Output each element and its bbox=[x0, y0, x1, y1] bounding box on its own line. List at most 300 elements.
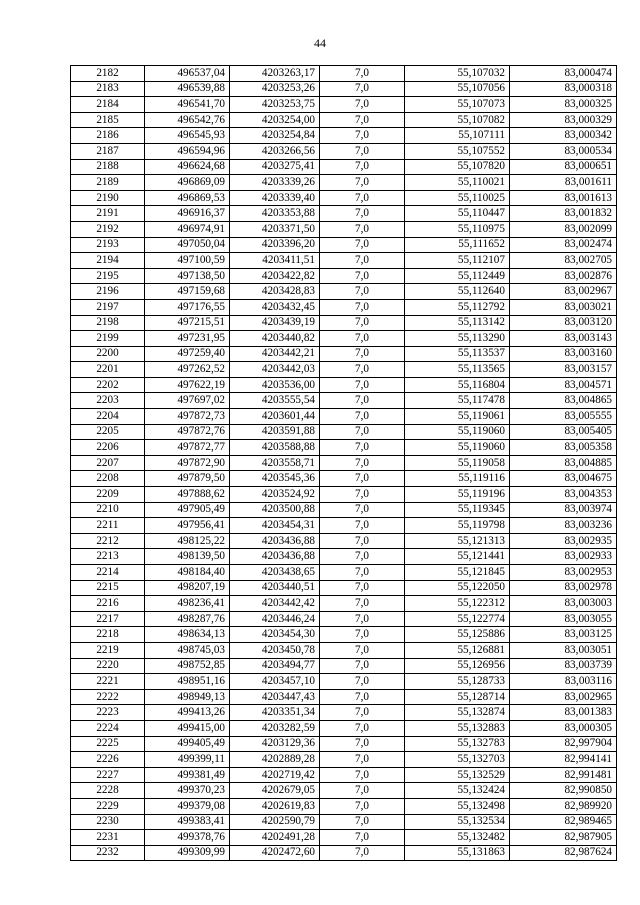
x-coordinate-cell: 498634,13 bbox=[145, 627, 230, 643]
latitude-cell: 55,122774 bbox=[405, 611, 510, 627]
table-row bbox=[71, 580, 617, 596]
value-cell: 7,0 bbox=[320, 315, 405, 331]
y-coordinate-cell: 4203450,78 bbox=[230, 642, 320, 658]
value-cell: 7,0 bbox=[320, 190, 405, 206]
point-number-cell: 2215 bbox=[71, 580, 145, 596]
longitude-cell: 83,000329 bbox=[510, 112, 617, 128]
value-cell: 7,0 bbox=[320, 66, 405, 82]
x-coordinate-cell: 499413,26 bbox=[145, 705, 230, 721]
latitude-cell: 55,121845 bbox=[405, 565, 510, 581]
longitude-cell: 83,000651 bbox=[510, 159, 617, 175]
y-coordinate-cell: 4203601,44 bbox=[230, 409, 320, 425]
point-number-cell: 2189 bbox=[71, 175, 145, 191]
longitude-cell: 82,989465 bbox=[510, 814, 617, 830]
x-coordinate-cell: 497697,02 bbox=[145, 393, 230, 409]
point-number-cell: 2193 bbox=[71, 237, 145, 253]
y-coordinate-cell: 4203353,88 bbox=[230, 206, 320, 222]
latitude-cell: 55,119116 bbox=[405, 471, 510, 487]
x-coordinate-cell: 498139,50 bbox=[145, 549, 230, 565]
longitude-cell: 83,003739 bbox=[510, 658, 617, 674]
longitude-cell: 83,002876 bbox=[510, 268, 617, 284]
latitude-cell: 55,107082 bbox=[405, 112, 510, 128]
y-coordinate-cell: 4203500,88 bbox=[230, 502, 320, 518]
point-number-cell: 2196 bbox=[71, 284, 145, 300]
page-number: 44 bbox=[314, 36, 326, 50]
value-cell: 7,0 bbox=[320, 299, 405, 315]
table-row bbox=[71, 783, 617, 799]
point-number-cell: 2214 bbox=[71, 565, 145, 581]
y-coordinate-cell: 4203558,71 bbox=[230, 455, 320, 471]
table-row bbox=[71, 487, 617, 503]
latitude-cell: 55,116804 bbox=[405, 377, 510, 393]
y-coordinate-cell: 4202889,28 bbox=[230, 752, 320, 768]
table-row bbox=[71, 377, 617, 393]
value-cell: 7,0 bbox=[320, 159, 405, 175]
table-row bbox=[71, 128, 617, 144]
x-coordinate-cell: 498184,40 bbox=[145, 565, 230, 581]
latitude-cell: 55,119060 bbox=[405, 424, 510, 440]
x-coordinate-cell: 497176,55 bbox=[145, 299, 230, 315]
point-number-cell: 2199 bbox=[71, 331, 145, 347]
table-row bbox=[71, 206, 617, 222]
point-number-cell: 2185 bbox=[71, 112, 145, 128]
point-number-cell: 2191 bbox=[71, 206, 145, 222]
table-row bbox=[71, 299, 617, 315]
x-coordinate-cell: 498949,13 bbox=[145, 689, 230, 705]
table-row bbox=[71, 798, 617, 814]
point-number-cell: 2187 bbox=[71, 143, 145, 159]
latitude-cell: 55,107073 bbox=[405, 97, 510, 113]
table-row bbox=[71, 159, 617, 175]
table-row bbox=[71, 596, 617, 612]
value-cell: 7,0 bbox=[320, 627, 405, 643]
y-coordinate-cell: 4203339,40 bbox=[230, 190, 320, 206]
value-cell: 7,0 bbox=[320, 720, 405, 736]
latitude-cell: 55,107552 bbox=[405, 143, 510, 159]
table-row bbox=[71, 471, 617, 487]
point-number-cell: 2183 bbox=[71, 81, 145, 97]
x-coordinate-cell: 496869,53 bbox=[145, 190, 230, 206]
latitude-cell: 55,117478 bbox=[405, 393, 510, 409]
table-row bbox=[71, 315, 617, 331]
value-cell: 7,0 bbox=[320, 346, 405, 362]
point-number-cell: 2224 bbox=[71, 720, 145, 736]
x-coordinate-cell: 496542,76 bbox=[145, 112, 230, 128]
y-coordinate-cell: 4203524,92 bbox=[230, 487, 320, 503]
table-row bbox=[71, 549, 617, 565]
table-row bbox=[71, 362, 617, 378]
table-row bbox=[71, 253, 617, 269]
value-cell: 7,0 bbox=[320, 689, 405, 705]
latitude-cell: 55,132874 bbox=[405, 705, 510, 721]
point-number-cell: 2205 bbox=[71, 424, 145, 440]
table-row bbox=[71, 143, 617, 159]
table-row bbox=[71, 627, 617, 643]
value-cell: 7,0 bbox=[320, 331, 405, 347]
table-row bbox=[71, 346, 617, 362]
value-cell: 7,0 bbox=[320, 580, 405, 596]
value-cell: 7,0 bbox=[320, 112, 405, 128]
value-cell: 7,0 bbox=[320, 642, 405, 658]
point-number-cell: 2188 bbox=[71, 159, 145, 175]
latitude-cell: 55,132424 bbox=[405, 783, 510, 799]
y-coordinate-cell: 4203275,41 bbox=[230, 159, 320, 175]
y-coordinate-cell: 4203266,56 bbox=[230, 143, 320, 159]
table-row bbox=[71, 221, 617, 237]
y-coordinate-cell: 4203254,84 bbox=[230, 128, 320, 144]
point-number-cell: 2209 bbox=[71, 487, 145, 503]
y-coordinate-cell: 4203351,34 bbox=[230, 705, 320, 721]
latitude-cell: 55,112792 bbox=[405, 299, 510, 315]
table-row bbox=[71, 502, 617, 518]
point-number-cell: 2225 bbox=[71, 736, 145, 752]
latitude-cell: 55,112449 bbox=[405, 268, 510, 284]
value-cell: 7,0 bbox=[320, 409, 405, 425]
table-row bbox=[71, 658, 617, 674]
latitude-cell: 55,110447 bbox=[405, 206, 510, 222]
longitude-cell: 83,003120 bbox=[510, 315, 617, 331]
latitude-cell: 55,128714 bbox=[405, 689, 510, 705]
x-coordinate-cell: 496594,96 bbox=[145, 143, 230, 159]
point-number-cell: 2192 bbox=[71, 221, 145, 237]
x-coordinate-cell: 499370,23 bbox=[145, 783, 230, 799]
point-number-cell: 2204 bbox=[71, 409, 145, 425]
longitude-cell: 83,002953 bbox=[510, 565, 617, 581]
y-coordinate-cell: 4203436,88 bbox=[230, 533, 320, 549]
table-row bbox=[71, 112, 617, 128]
latitude-cell: 55,110025 bbox=[405, 190, 510, 206]
value-cell: 7,0 bbox=[320, 565, 405, 581]
table-row bbox=[71, 393, 617, 409]
longitude-cell: 83,003125 bbox=[510, 627, 617, 643]
value-cell: 7,0 bbox=[320, 518, 405, 534]
point-number-cell: 2212 bbox=[71, 533, 145, 549]
y-coordinate-cell: 4203432,45 bbox=[230, 299, 320, 315]
point-number-cell: 2220 bbox=[71, 658, 145, 674]
y-coordinate-cell: 4203254,00 bbox=[230, 112, 320, 128]
table-row bbox=[71, 409, 617, 425]
point-number-cell: 2227 bbox=[71, 767, 145, 783]
x-coordinate-cell: 497872,77 bbox=[145, 440, 230, 456]
table-row bbox=[71, 705, 617, 721]
y-coordinate-cell: 4203447,43 bbox=[230, 689, 320, 705]
x-coordinate-cell: 497138,50 bbox=[145, 268, 230, 284]
table-row bbox=[71, 689, 617, 705]
table-row bbox=[71, 845, 617, 861]
y-coordinate-cell: 4203253,26 bbox=[230, 81, 320, 97]
value-cell: 7,0 bbox=[320, 471, 405, 487]
y-coordinate-cell: 4203555,54 bbox=[230, 393, 320, 409]
value-cell: 7,0 bbox=[320, 830, 405, 846]
latitude-cell: 55,119061 bbox=[405, 409, 510, 425]
value-cell: 7,0 bbox=[320, 393, 405, 409]
x-coordinate-cell: 498125,22 bbox=[145, 533, 230, 549]
longitude-cell: 83,000342 bbox=[510, 128, 617, 144]
latitude-cell: 55,132783 bbox=[405, 736, 510, 752]
point-number-cell: 2228 bbox=[71, 783, 145, 799]
value-cell: 7,0 bbox=[320, 798, 405, 814]
y-coordinate-cell: 4203442,03 bbox=[230, 362, 320, 378]
latitude-cell: 55,128733 bbox=[405, 674, 510, 690]
x-coordinate-cell: 496537,04 bbox=[145, 66, 230, 82]
latitude-cell: 55,107820 bbox=[405, 159, 510, 175]
y-coordinate-cell: 4203454,30 bbox=[230, 627, 320, 643]
value-cell: 7,0 bbox=[320, 596, 405, 612]
value-cell: 7,0 bbox=[320, 533, 405, 549]
longitude-cell: 83,002474 bbox=[510, 237, 617, 253]
y-coordinate-cell: 4203457,10 bbox=[230, 674, 320, 690]
longitude-cell: 83,004571 bbox=[510, 377, 617, 393]
latitude-cell: 55,132703 bbox=[405, 752, 510, 768]
table-row bbox=[71, 720, 617, 736]
point-number-cell: 2198 bbox=[71, 315, 145, 331]
latitude-cell: 55,119060 bbox=[405, 440, 510, 456]
y-coordinate-cell: 4203396,20 bbox=[230, 237, 320, 253]
longitude-cell: 83,002935 bbox=[510, 533, 617, 549]
x-coordinate-cell: 497622,19 bbox=[145, 377, 230, 393]
value-cell: 7,0 bbox=[320, 377, 405, 393]
longitude-cell: 83,003055 bbox=[510, 611, 617, 627]
y-coordinate-cell: 4203438,65 bbox=[230, 565, 320, 581]
x-coordinate-cell: 497215,51 bbox=[145, 315, 230, 331]
x-coordinate-cell: 498207,19 bbox=[145, 580, 230, 596]
longitude-cell: 83,001611 bbox=[510, 175, 617, 191]
point-number-cell: 2211 bbox=[71, 518, 145, 534]
table-row bbox=[71, 237, 617, 253]
latitude-cell: 55,110975 bbox=[405, 221, 510, 237]
longitude-cell: 83,004865 bbox=[510, 393, 617, 409]
y-coordinate-cell: 4203263,17 bbox=[230, 66, 320, 82]
y-coordinate-cell: 4203442,42 bbox=[230, 596, 320, 612]
longitude-cell: 83,003143 bbox=[510, 331, 617, 347]
y-coordinate-cell: 4203440,51 bbox=[230, 580, 320, 596]
y-coordinate-cell: 4202619,83 bbox=[230, 798, 320, 814]
table-row bbox=[71, 674, 617, 690]
y-coordinate-cell: 4203253,75 bbox=[230, 97, 320, 113]
y-coordinate-cell: 4203536,00 bbox=[230, 377, 320, 393]
longitude-cell: 83,000318 bbox=[510, 81, 617, 97]
table-row bbox=[71, 190, 617, 206]
table-row bbox=[71, 175, 617, 191]
y-coordinate-cell: 4203545,36 bbox=[230, 471, 320, 487]
y-coordinate-cell: 4203371,50 bbox=[230, 221, 320, 237]
x-coordinate-cell: 498287,76 bbox=[145, 611, 230, 627]
table-row bbox=[71, 752, 617, 768]
value-cell: 7,0 bbox=[320, 143, 405, 159]
longitude-cell: 83,003003 bbox=[510, 596, 617, 612]
point-number-cell: 2190 bbox=[71, 190, 145, 206]
longitude-cell: 83,000474 bbox=[510, 66, 617, 82]
longitude-cell: 83,002933 bbox=[510, 549, 617, 565]
longitude-cell: 82,987624 bbox=[510, 845, 617, 861]
latitude-cell: 55,119196 bbox=[405, 487, 510, 503]
table-row bbox=[71, 455, 617, 471]
latitude-cell: 55,113537 bbox=[405, 346, 510, 362]
latitude-cell: 55,112640 bbox=[405, 284, 510, 300]
x-coordinate-cell: 497100,59 bbox=[145, 253, 230, 269]
latitude-cell: 55,113142 bbox=[405, 315, 510, 331]
latitude-cell: 55,131863 bbox=[405, 845, 510, 861]
table-row bbox=[71, 440, 617, 456]
longitude-cell: 83,004885 bbox=[510, 455, 617, 471]
longitude-cell: 83,001832 bbox=[510, 206, 617, 222]
point-number-cell: 2221 bbox=[71, 674, 145, 690]
value-cell: 7,0 bbox=[320, 253, 405, 269]
latitude-cell: 55,119058 bbox=[405, 455, 510, 471]
x-coordinate-cell: 497159,68 bbox=[145, 284, 230, 300]
x-coordinate-cell: 497872,76 bbox=[145, 424, 230, 440]
y-coordinate-cell: 4203440,82 bbox=[230, 331, 320, 347]
point-number-cell: 2202 bbox=[71, 377, 145, 393]
latitude-cell: 55,119345 bbox=[405, 502, 510, 518]
x-coordinate-cell: 496624,68 bbox=[145, 159, 230, 175]
longitude-cell: 83,005358 bbox=[510, 440, 617, 456]
longitude-cell: 83,003021 bbox=[510, 299, 617, 315]
latitude-cell: 55,132498 bbox=[405, 798, 510, 814]
longitude-cell: 82,997904 bbox=[510, 736, 617, 752]
point-number-cell: 2216 bbox=[71, 596, 145, 612]
value-cell: 7,0 bbox=[320, 284, 405, 300]
latitude-cell: 55,132534 bbox=[405, 814, 510, 830]
point-number-cell: 2182 bbox=[71, 66, 145, 82]
x-coordinate-cell: 498745,03 bbox=[145, 642, 230, 658]
value-cell: 7,0 bbox=[320, 221, 405, 237]
latitude-cell: 55,111652 bbox=[405, 237, 510, 253]
x-coordinate-cell: 496916,37 bbox=[145, 206, 230, 222]
x-coordinate-cell: 499415,00 bbox=[145, 720, 230, 736]
table-row bbox=[71, 424, 617, 440]
table-row bbox=[71, 565, 617, 581]
latitude-cell: 55,110021 bbox=[405, 175, 510, 191]
point-number-cell: 2217 bbox=[71, 611, 145, 627]
point-number-cell: 2210 bbox=[71, 502, 145, 518]
table-row bbox=[71, 331, 617, 347]
longitude-cell: 82,989920 bbox=[510, 798, 617, 814]
value-cell: 7,0 bbox=[320, 845, 405, 861]
longitude-cell: 82,994141 bbox=[510, 752, 617, 768]
x-coordinate-cell: 497872,90 bbox=[145, 455, 230, 471]
point-number-cell: 2219 bbox=[71, 642, 145, 658]
value-cell: 7,0 bbox=[320, 767, 405, 783]
point-number-cell: 2213 bbox=[71, 549, 145, 565]
latitude-cell: 55,122050 bbox=[405, 580, 510, 596]
table-body bbox=[71, 66, 617, 861]
y-coordinate-cell: 4203282,59 bbox=[230, 720, 320, 736]
longitude-cell: 83,003157 bbox=[510, 362, 617, 378]
x-coordinate-cell: 498236,41 bbox=[145, 596, 230, 612]
point-number-cell: 2208 bbox=[71, 471, 145, 487]
value-cell: 7,0 bbox=[320, 814, 405, 830]
table-row bbox=[71, 533, 617, 549]
longitude-cell: 83,005405 bbox=[510, 424, 617, 440]
x-coordinate-cell: 497879,50 bbox=[145, 471, 230, 487]
longitude-cell: 83,001383 bbox=[510, 705, 617, 721]
point-number-cell: 2201 bbox=[71, 362, 145, 378]
point-number-cell: 2207 bbox=[71, 455, 145, 471]
x-coordinate-cell: 499309,99 bbox=[145, 845, 230, 861]
y-coordinate-cell: 4203588,88 bbox=[230, 440, 320, 456]
point-number-cell: 2184 bbox=[71, 97, 145, 113]
table-row bbox=[71, 97, 617, 113]
table-row bbox=[71, 81, 617, 97]
longitude-cell: 83,002978 bbox=[510, 580, 617, 596]
longitude-cell: 83,004353 bbox=[510, 487, 617, 503]
y-coordinate-cell: 4203129,36 bbox=[230, 736, 320, 752]
table-row bbox=[71, 268, 617, 284]
longitude-cell: 83,000305 bbox=[510, 720, 617, 736]
x-coordinate-cell: 498752,85 bbox=[145, 658, 230, 674]
latitude-cell: 55,122312 bbox=[405, 596, 510, 612]
y-coordinate-cell: 4203411,51 bbox=[230, 253, 320, 269]
latitude-cell: 55,132883 bbox=[405, 720, 510, 736]
latitude-cell: 55,126956 bbox=[405, 658, 510, 674]
longitude-cell: 83,003160 bbox=[510, 346, 617, 362]
y-coordinate-cell: 4203436,88 bbox=[230, 549, 320, 565]
x-coordinate-cell: 497231,95 bbox=[145, 331, 230, 347]
latitude-cell: 55,113290 bbox=[405, 331, 510, 347]
point-number-cell: 2231 bbox=[71, 830, 145, 846]
longitude-cell: 82,990850 bbox=[510, 783, 617, 799]
value-cell: 7,0 bbox=[320, 424, 405, 440]
point-number-cell: 2206 bbox=[71, 440, 145, 456]
table-row bbox=[71, 284, 617, 300]
x-coordinate-cell: 499405,49 bbox=[145, 736, 230, 752]
value-cell: 7,0 bbox=[320, 674, 405, 690]
y-coordinate-cell: 4202679,05 bbox=[230, 783, 320, 799]
x-coordinate-cell: 499399,11 bbox=[145, 752, 230, 768]
x-coordinate-cell: 497259,40 bbox=[145, 346, 230, 362]
coordinates-table bbox=[70, 65, 617, 861]
value-cell: 7,0 bbox=[320, 487, 405, 503]
value-cell: 7,0 bbox=[320, 611, 405, 627]
x-coordinate-cell: 499378,76 bbox=[145, 830, 230, 846]
point-number-cell: 2229 bbox=[71, 798, 145, 814]
x-coordinate-cell: 496974,91 bbox=[145, 221, 230, 237]
y-coordinate-cell: 4202472,60 bbox=[230, 845, 320, 861]
x-coordinate-cell: 497050,04 bbox=[145, 237, 230, 253]
value-cell: 7,0 bbox=[320, 440, 405, 456]
point-number-cell: 2200 bbox=[71, 346, 145, 362]
longitude-cell: 82,987905 bbox=[510, 830, 617, 846]
y-coordinate-cell: 4203428,83 bbox=[230, 284, 320, 300]
value-cell: 7,0 bbox=[320, 362, 405, 378]
longitude-cell: 83,002967 bbox=[510, 284, 617, 300]
y-coordinate-cell: 4202590,79 bbox=[230, 814, 320, 830]
longitude-cell: 83,001613 bbox=[510, 190, 617, 206]
x-coordinate-cell: 497888,62 bbox=[145, 487, 230, 503]
latitude-cell: 55,119798 bbox=[405, 518, 510, 534]
longitude-cell: 82,991481 bbox=[510, 767, 617, 783]
latitude-cell: 55,113565 bbox=[405, 362, 510, 378]
x-coordinate-cell: 496545,93 bbox=[145, 128, 230, 144]
y-coordinate-cell: 4203454,31 bbox=[230, 518, 320, 534]
y-coordinate-cell: 4203494,77 bbox=[230, 658, 320, 674]
latitude-cell: 55,126881 bbox=[405, 642, 510, 658]
x-coordinate-cell: 499383,41 bbox=[145, 814, 230, 830]
point-number-cell: 2230 bbox=[71, 814, 145, 830]
value-cell: 7,0 bbox=[320, 502, 405, 518]
point-number-cell: 2218 bbox=[71, 627, 145, 643]
x-coordinate-cell: 497872,73 bbox=[145, 409, 230, 425]
x-coordinate-cell: 499379,08 bbox=[145, 798, 230, 814]
table-row bbox=[71, 66, 617, 82]
longitude-cell: 83,003236 bbox=[510, 518, 617, 534]
table-row bbox=[71, 767, 617, 783]
table-row bbox=[71, 611, 617, 627]
longitude-cell: 83,004675 bbox=[510, 471, 617, 487]
longitude-cell: 83,003974 bbox=[510, 502, 617, 518]
x-coordinate-cell: 498951,16 bbox=[145, 674, 230, 690]
